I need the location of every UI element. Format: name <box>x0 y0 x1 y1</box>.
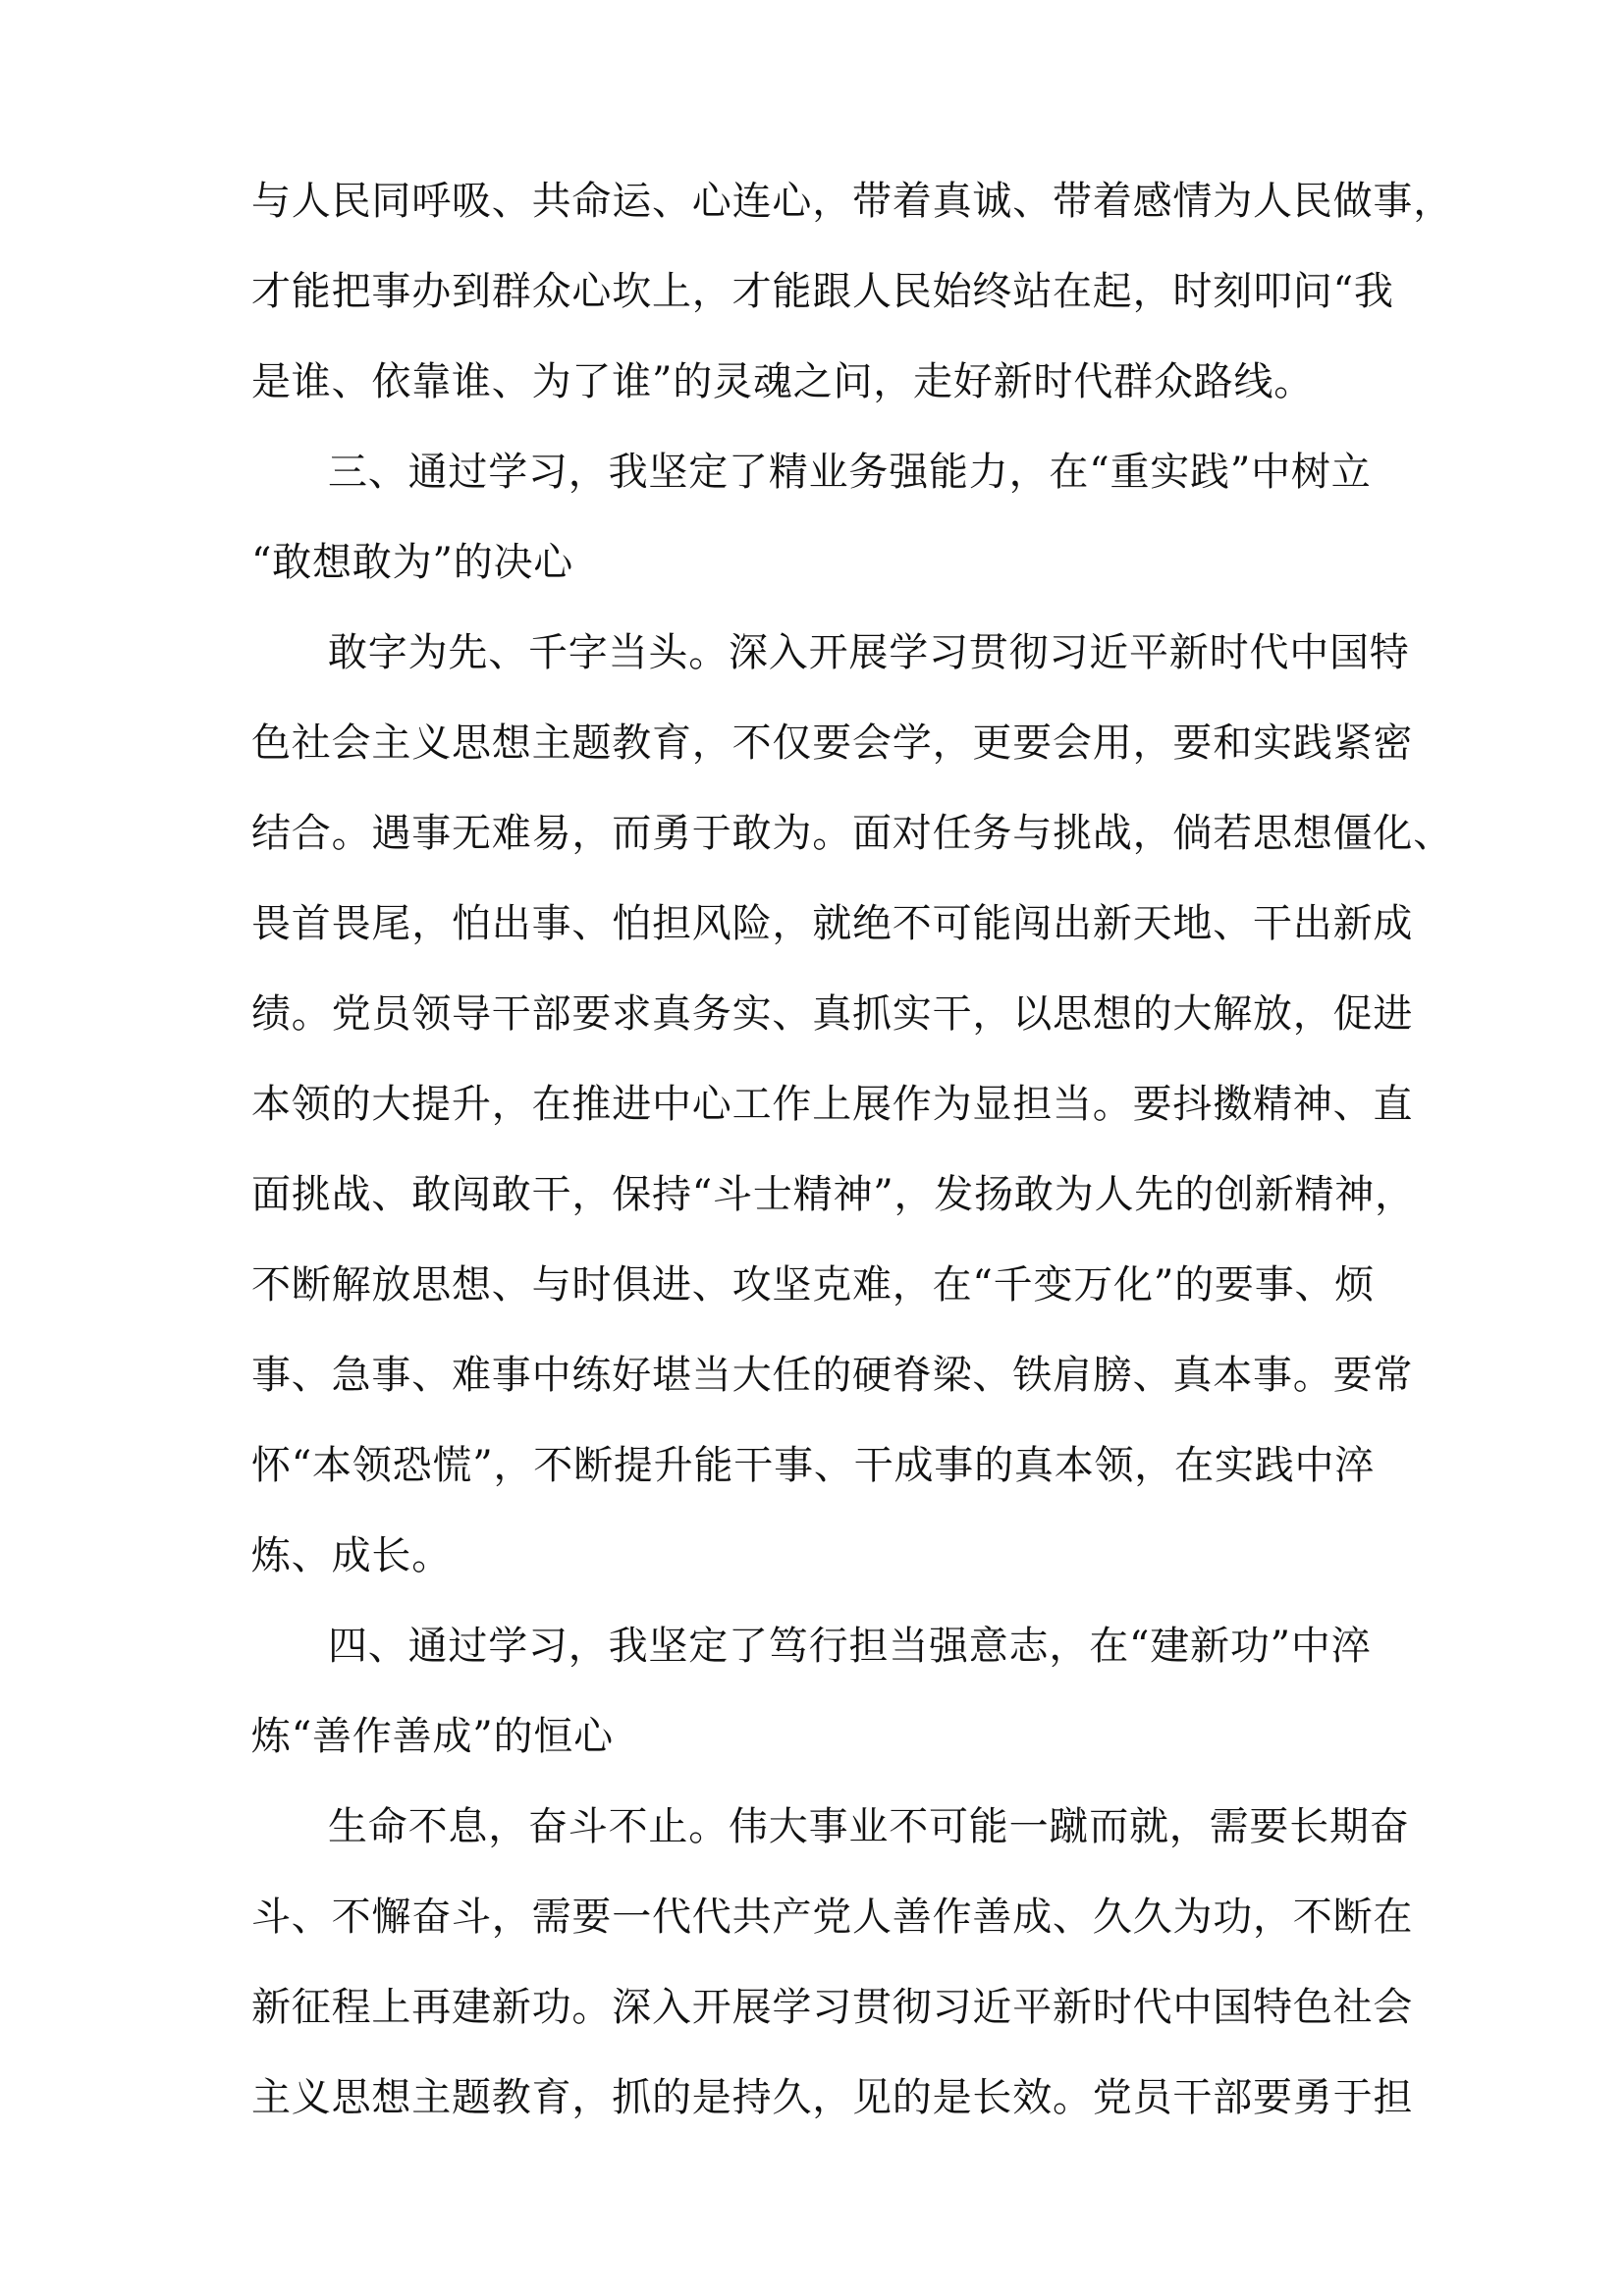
text-line: 生命不息，奋斗不止。伟大事业不可能一蹴而就，需要长期奋 <box>328 1804 1410 1849</box>
text-line: 新征程上再建新功。深入开展学习贯彻习近平新时代中国特色社会 <box>251 1985 1414 2030</box>
text-line: 炼、成长。 <box>251 1533 452 1578</box>
text-line: 主义思想主题教育，抓的是持久，见的是长效。党员干部要勇于担 <box>251 2075 1414 2120</box>
text-line: 事、急事、难事中练好堪当大任的硬脊梁、铁肩膀、真本事。要常 <box>251 1353 1414 1398</box>
text-line: 本领的大提升，在推进中心工作上展作为显担当。要抖擞精神、直 <box>251 1082 1414 1127</box>
text-line: 面挑战、敢闯敢干，保持“斗士精神”，发扬敢为人先的创新精神， <box>251 1172 1415 1217</box>
text-line: 色社会主义思想主题教育，不仅要会学，更要会用，要和实践紧密 <box>251 721 1414 766</box>
section-heading-3: 三、通过学习，我坚定了精业务强能力，在“重实践”中树立 <box>328 450 1372 495</box>
text-line: 不断解放思想、与时俱进、攻坚克难，在“千变万化”的要事、烦 <box>251 1262 1376 1308</box>
text-line: 结合。遇事无难易，而勇于敢为。面对任务与挑战，倘若思想僵化、 <box>251 811 1453 856</box>
text-line: 绩。党员领导干部要求真务实、真抓实干，以思想的大解放，促进 <box>251 991 1414 1037</box>
text-line: 才能把事办到群众心坎上，才能跟人民始终站在起，时刻叩问“我 <box>251 269 1394 314</box>
section-heading-4: 四、通过学习，我坚定了笃行担当强意志，在“建新功”中淬 <box>328 1624 1372 1669</box>
text-line: 斗、不懈奋斗，需要一代代共产党人善作善成、久久为功，不断在 <box>251 1895 1414 1940</box>
section-heading-3-cont: “敢想敢为”的决心 <box>251 540 574 585</box>
text-line: 是谁、依靠谁、为了谁”的灵魂之问，走好新时代群众路线。 <box>251 359 1315 404</box>
text-line: 怀“本领恐慌”，不断提升能干事、干成事的真本领，在实践中淬 <box>251 1443 1376 1488</box>
section-heading-4-cont: 炼“善作善成”的恒心 <box>251 1714 614 1759</box>
text-line: 与人民同呼吸、共命运、心连心，带着真诚、带着感情为人民做事， <box>251 179 1453 224</box>
text-line: 畏首畏尾，怕出事、怕担风险，就绝不可能闯出新天地、干出新成 <box>251 901 1414 946</box>
text-line: 敢字为先、千字当头。深入开展学习贯彻习近平新时代中国特 <box>328 630 1410 675</box>
